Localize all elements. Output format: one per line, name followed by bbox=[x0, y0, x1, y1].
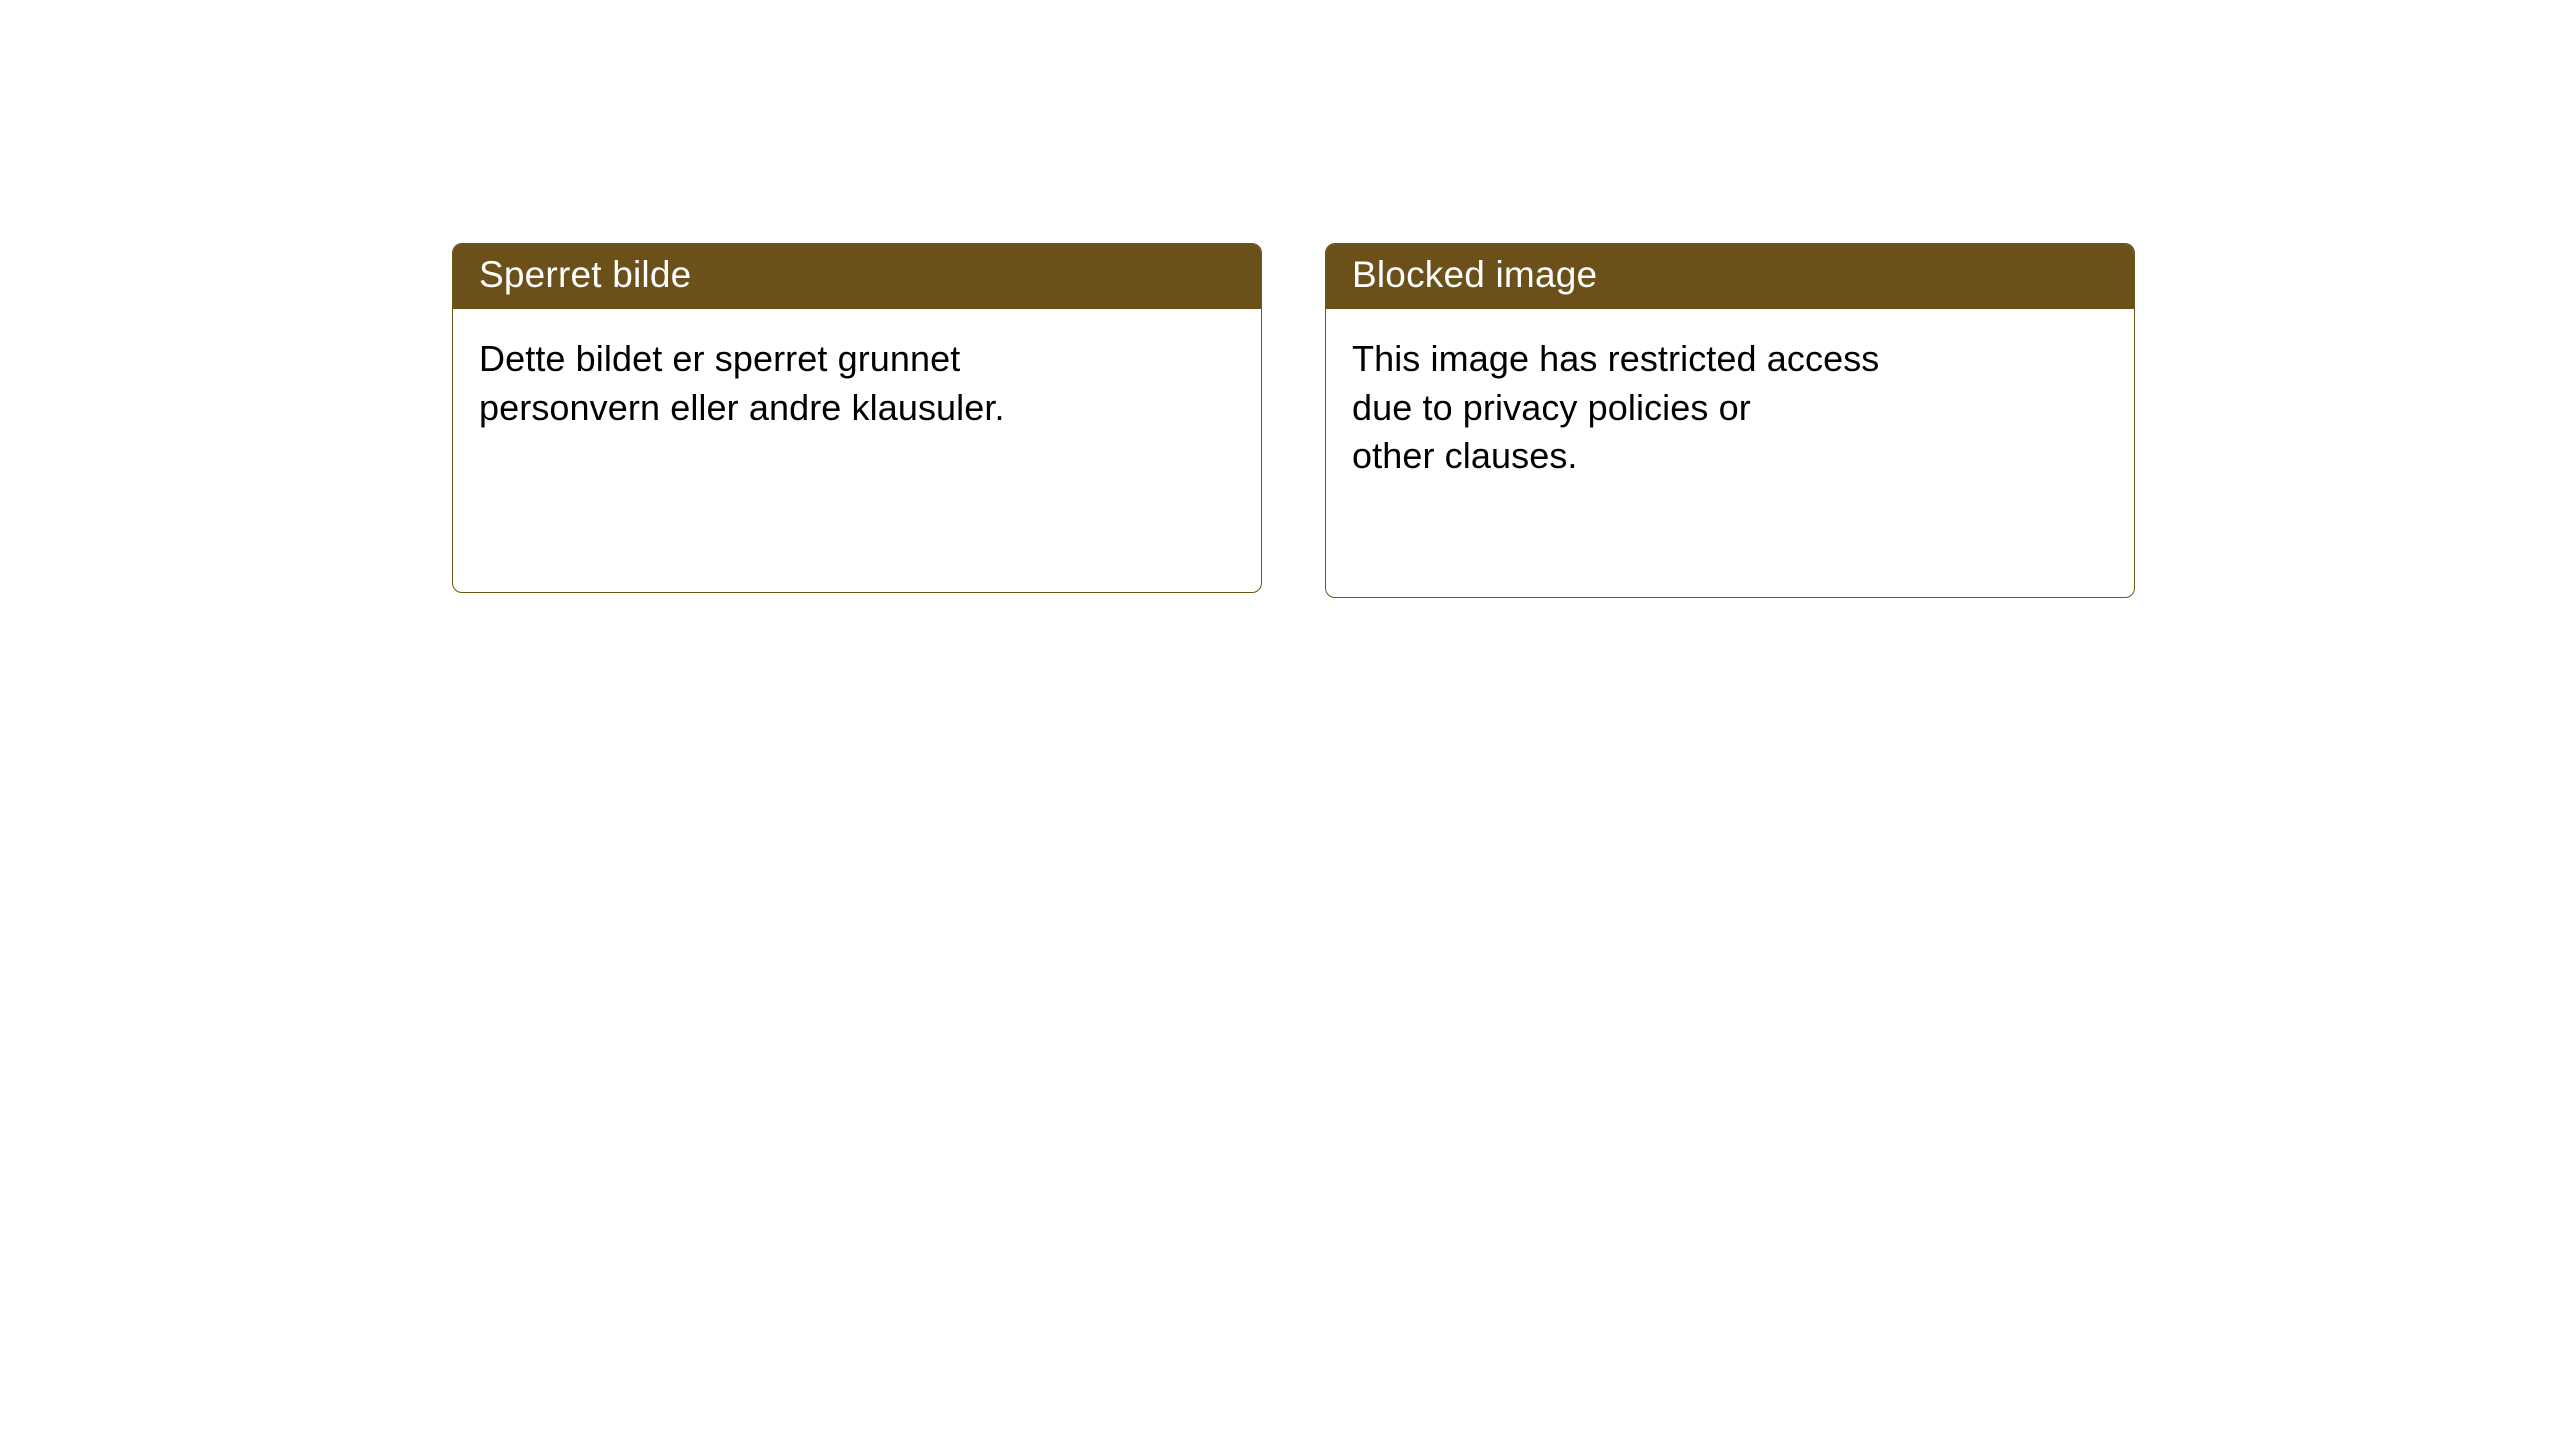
blocked-image-notice-en bbox=[1325, 243, 2135, 598]
blocked-image-notice-no bbox=[452, 243, 1262, 593]
notice-message-line: other clauses. bbox=[1352, 435, 1578, 477]
notice-cards-container bbox=[452, 243, 2135, 598]
notice-message-line: due to privacy policies or bbox=[1352, 386, 1751, 428]
notice-message-line: personvern eller andre klausuler. bbox=[479, 386, 1005, 428]
notice-message-line: This image has restricted access bbox=[1352, 338, 1880, 380]
notice-title-en: Blocked image bbox=[1326, 244, 2134, 309]
notice-title-no: Sperret bilde bbox=[453, 244, 1261, 309]
notice-message-no bbox=[479, 335, 1235, 432]
notice-body-en bbox=[1326, 309, 2134, 597]
notice-body-no bbox=[453, 309, 1261, 592]
notice-message-en bbox=[1352, 335, 2108, 481]
notice-message-line: Dette bildet er sperret grunnet bbox=[479, 338, 961, 380]
